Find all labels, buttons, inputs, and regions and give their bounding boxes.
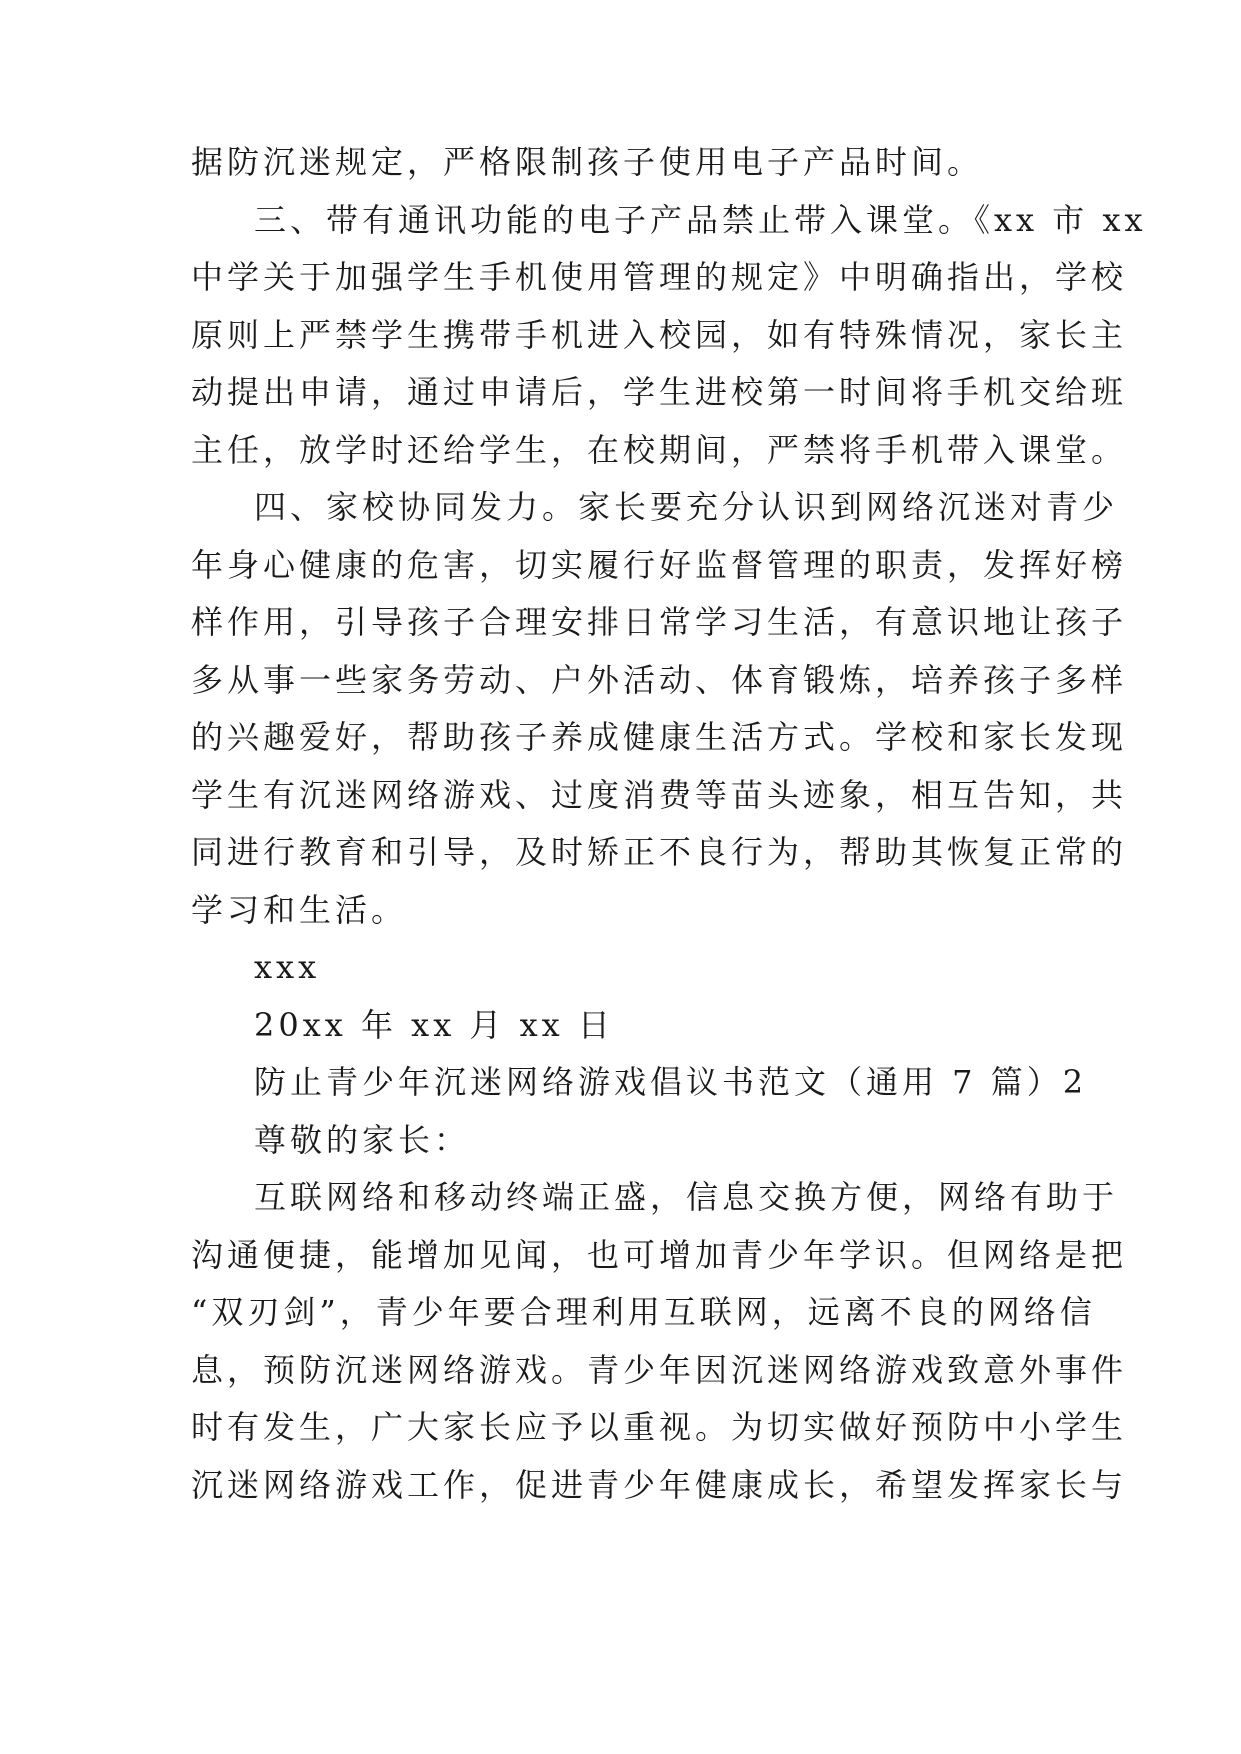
text-line-1: 据防沉迷规定，严格限制孩子使用电子产品时间。 — [191, 143, 984, 181]
text-line-12: 学生有沉迷网络游戏、过度消费等苗头迹象，相互告知，共 — [191, 776, 1128, 814]
salutation: 尊敬的家长： — [254, 1121, 471, 1159]
text-line-10: 多从事一些家务劳动、户外活动、体育锻炼，培养孩子多样 — [191, 661, 1128, 699]
text-line-20: 沟通便捷，能增加见闻，也可增加青少年学识。但网络是把 — [191, 1236, 1128, 1274]
signature-date: 20xx 年 xx 月 xx 日 — [254, 1006, 614, 1044]
text-line-24: 沉迷网络游戏工作，促进青少年健康成长，希望发挥家长与 — [191, 1466, 1128, 1504]
text-line-6: 主任，放学时还给学生，在校期间，严禁将手机带入课堂。 — [191, 431, 1128, 469]
text-line-13: 同进行教育和引导，及时矫正不良行为，帮助其恢复正常的 — [191, 833, 1128, 871]
text-line-19: 互联网络和移动终端正盛，信息交换方便，网络有助于 — [254, 1178, 1119, 1216]
text-line-2: 三、带有通讯功能的电子产品禁止带入课堂。《xx 市 xx — [254, 201, 1147, 239]
section-heading: 防止青少年沉迷网络游戏倡议书范文（通用 7 篇）2 — [254, 1063, 1088, 1101]
text-line-11: 的兴趣爱好，帮助孩子养成健康生活方式。学校和家长发现 — [191, 718, 1128, 756]
text-line-14: 学习和生活。 — [191, 891, 408, 929]
text-line-21: “双刃剑”，青少年要合理利用互联网，远离不良的网络信 — [191, 1293, 1096, 1331]
text-line-8: 年身心健康的危害，切实履行好监督管理的职责，发挥好榜 — [191, 546, 1128, 584]
text-line-3: 中学关于加强学生手机使用管理的规定》中明确指出，学校 — [191, 258, 1128, 296]
text-line-5: 动提出申请，通过申请后，学生进校第一时间将手机交给班 — [191, 373, 1128, 411]
text-line-23: 时有发生，广大家长应予以重视。为切实做好预防中小学生 — [191, 1408, 1128, 1446]
signature-name: xxx — [254, 948, 321, 986]
text-line-9: 样作用，引导孩子合理安排日常学习生活，有意识地让孩子 — [191, 603, 1128, 641]
text-line-22: 息，预防沉迷网络游戏。青少年因沉迷网络游戏致意外事件 — [191, 1351, 1128, 1389]
text-line-7: 四、家校协同发力。家长要充分认识到网络沉迷对青少 — [254, 488, 1119, 526]
text-line-4: 原则上严禁学生携带手机进入校园，如有特殊情况，家长主 — [191, 316, 1128, 354]
